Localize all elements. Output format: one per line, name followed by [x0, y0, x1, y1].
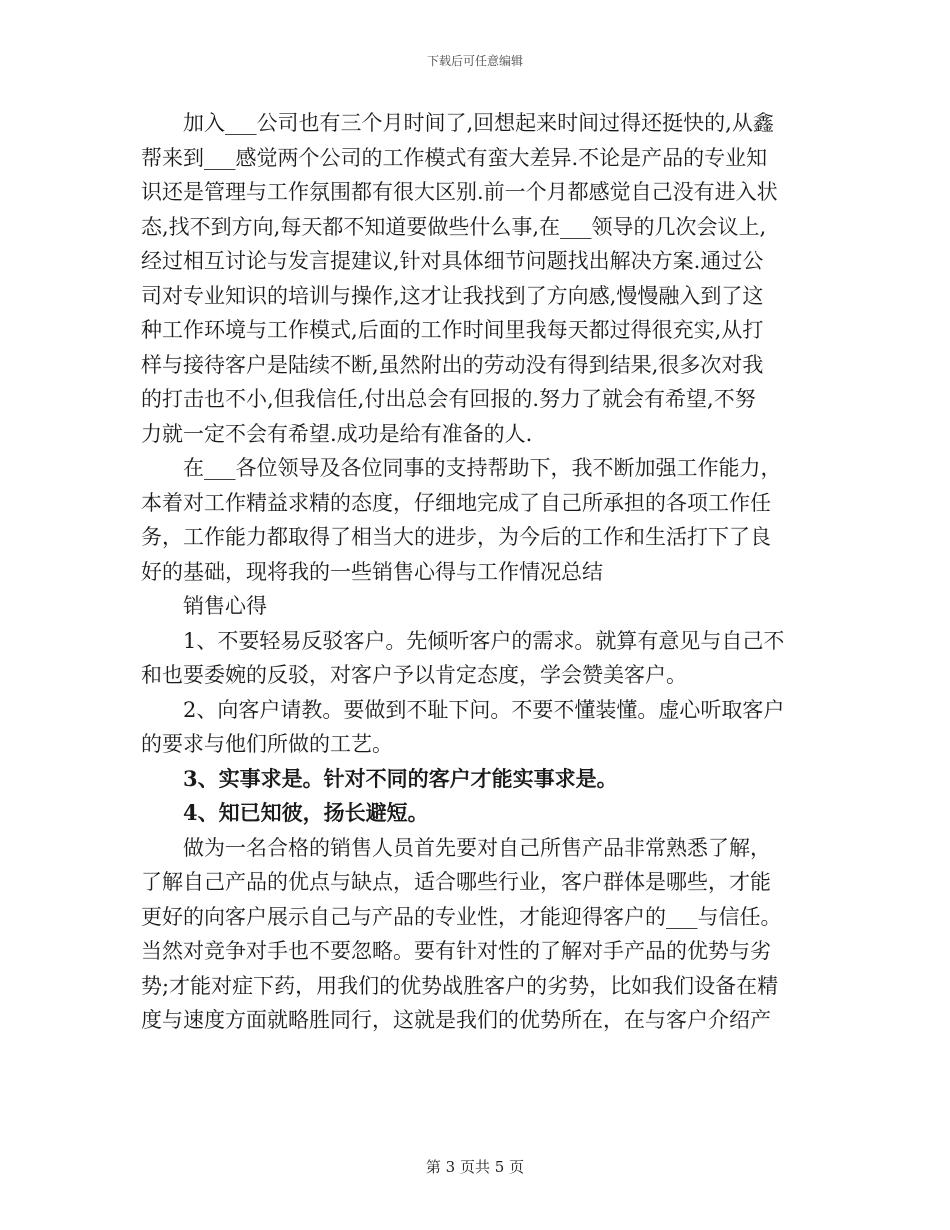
text-line: 4、知已知彼，扬长避短。	[183, 800, 429, 825]
paragraph	[141, 762, 809, 797]
text-line: 经过相互讨论与发言提建议,针对具体细节问题找出解决方案.通过公	[141, 249, 764, 273]
text-line: 司对专业知识的培训与操作,这才让我找到了方向感,慢慢融入到了这	[141, 283, 764, 308]
text-line: 在___各位领导及各位同事的支持帮助下，我不断加强工作能力，	[183, 456, 782, 480]
paragraph	[141, 831, 809, 1038]
paragraph	[141, 624, 809, 693]
document-body	[141, 106, 809, 1038]
text-line: 3、实事求是。针对不同的客户才能实事求是。	[183, 765, 618, 791]
text-line: 更好的向客户展示自己与产品的专业性，才能迎得客户的___与信任。	[141, 904, 782, 929]
paragraph	[141, 451, 809, 589]
text-line: 销售心得	[183, 594, 267, 618]
text-line: 样与接待客户是陆续不断,虽然附出的劳动没有得到结果,很多次对我	[141, 352, 764, 377]
text-line: 本着对工作精益求精的态度，仔细地完成了自己所承担的各项工作任	[141, 490, 771, 515]
paragraph	[141, 106, 809, 451]
text-line: 1、不要轻易反驳客户。先倾听客户的需求。就算有意见与自己不	[183, 628, 785, 653]
text-line: 帮来到___感觉两个公司的工作模式有蛮大差异.不论是产品的专业知	[141, 145, 768, 170]
text-line: 的要求与他们所做的工艺。	[141, 732, 393, 756]
text-line: 了解自己产品的优点与缺点，适合哪些行业，客户群体是哪些，才能	[141, 870, 771, 894]
text-line: 和也要委婉的反驳，对客户予以肯定态度，学会赞美客户。	[141, 663, 687, 687]
text-line: 做为一名合格的销售人员首先要对自己所售产品非常熟悉了解，	[183, 835, 771, 860]
text-line: 当然对竞争对手也不要忽略。要有针对性的了解对手产品的优势与劣	[141, 939, 771, 963]
paragraph	[141, 796, 809, 831]
paragraph	[141, 589, 809, 624]
text-line: 度与速度方面就略胜同行，这就是我们的优势所在，在与客户介绍产	[141, 1008, 771, 1032]
page-header: 下载后可任意编辑	[426, 54, 523, 68]
text-line: 的打击也不小,但我信任,付出总会有回报的.努力了就会有希望,不努	[141, 387, 756, 411]
text-line: 势;才能对症下药，用我们的优势战胜客户的劣势，比如我们设备在精	[141, 973, 779, 998]
text-line: 加入___公司也有三个月时间了,回想起来时间过得还挺快的,从鑫	[183, 111, 774, 135]
text-line: 识还是管理与工作氛围都有很大区别.前一个月都感觉自己没有进入状	[141, 180, 778, 204]
page-footer: 第 3 页共 5 页	[425, 1158, 525, 1176]
text-line: 2、向客户请教。要做到不耻下问。不要不懂装懂。虚心听取客户	[183, 697, 785, 722]
text-line: 务，工作能力都取得了相当大的进步，为今后的工作和生活打下了良	[141, 525, 771, 549]
paragraph	[141, 693, 809, 762]
text-line: 力就一定不会有希望.成功是给有准备的人.	[141, 421, 533, 446]
text-line: 态,找不到方向,每天都不知道要做些什么事,在___领导的几次会议上,	[141, 214, 767, 239]
text-line: 好的基础，现将我的一些销售心得与工作情况总结	[141, 559, 603, 584]
text-line: 种工作环境与工作模式,后面的工作时间里我每天都过得很充实,从打	[141, 318, 764, 342]
